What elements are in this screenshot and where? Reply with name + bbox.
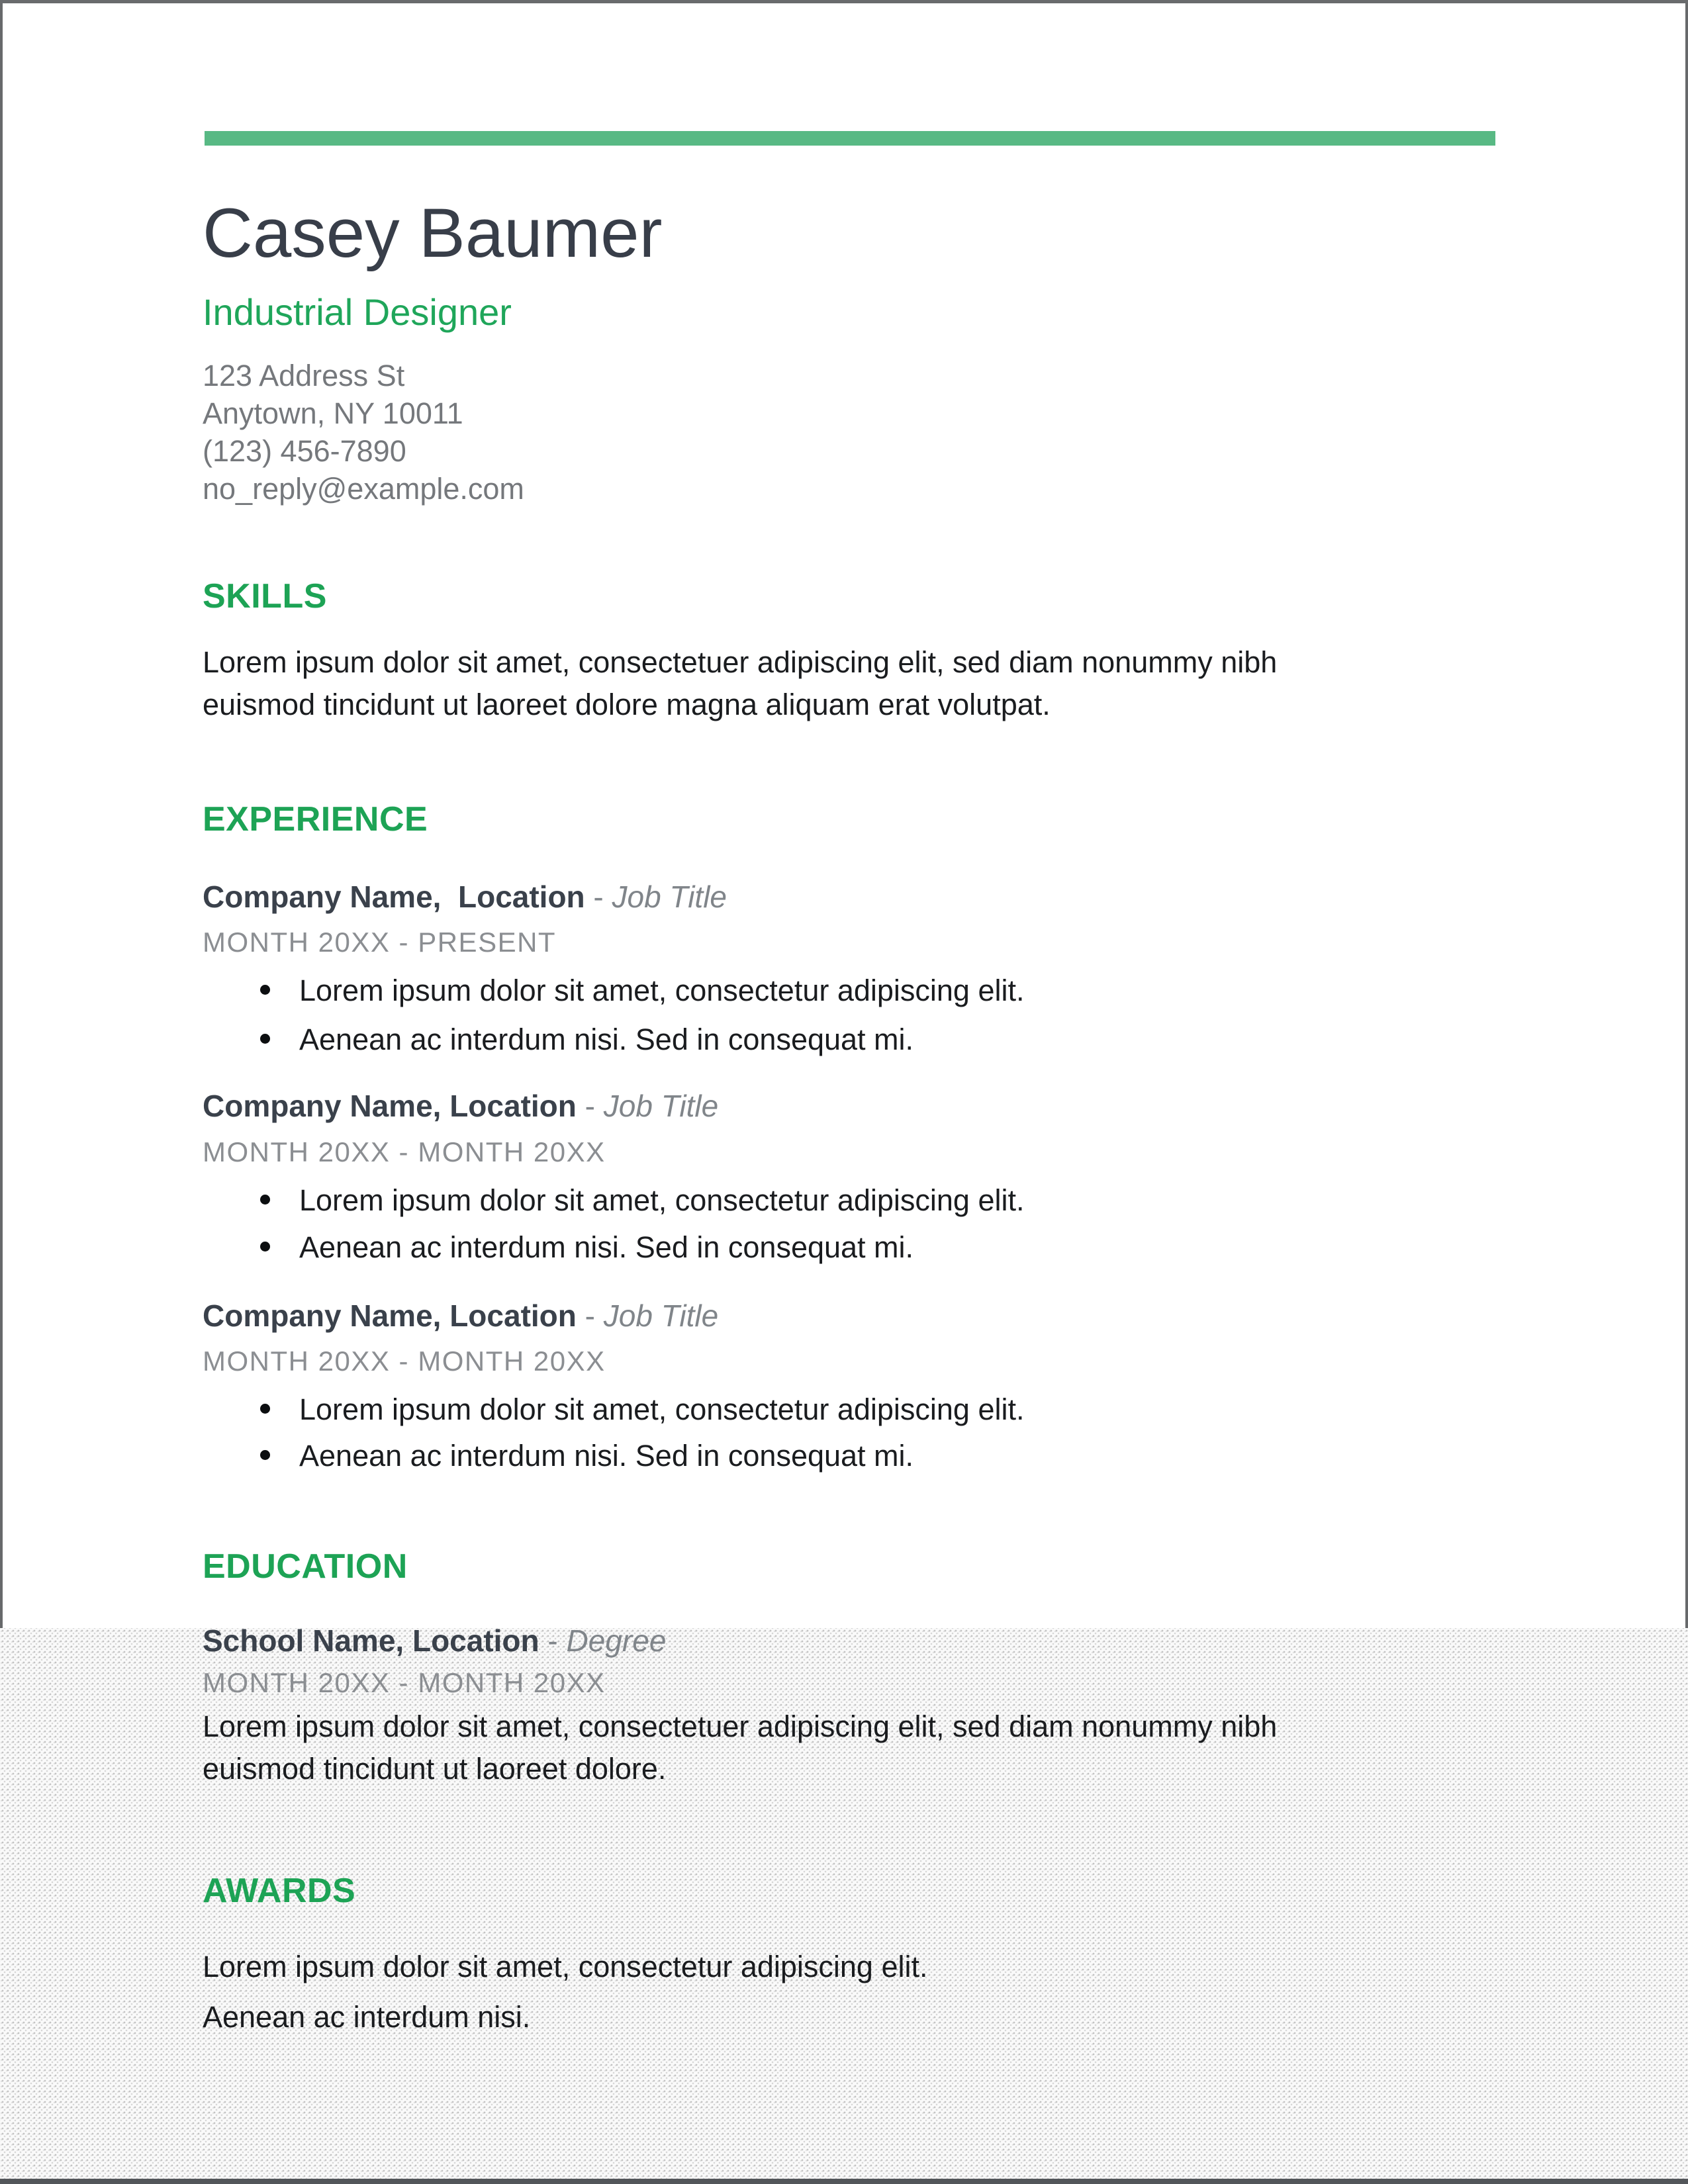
bullet-item (258, 1021, 1449, 1058)
address-line: 123 Address St (203, 359, 405, 392)
entry-dates: MONTH 20XX - MONTH 20XX (203, 1345, 606, 1377)
bullet-item (258, 1229, 1449, 1266)
title-separator: - (585, 880, 612, 914)
contact-block (203, 357, 524, 508)
page-border-top (0, 0, 1688, 3)
title-separator: - (539, 1623, 567, 1658)
degree: Degree (566, 1623, 667, 1658)
job-subtitle: Industrial Designer (203, 291, 512, 333)
section-heading-skills: SKILLS (203, 577, 327, 615)
bullet-text: Aenean ac interdum nisi. Sed in consequat mi. (299, 1023, 914, 1056)
company-name: Company Name, Location (203, 1298, 577, 1333)
bullet-text: Lorem ipsum dolor sit amet, consectetur adipiscing elit. (299, 1392, 1025, 1426)
bullet-item (258, 1182, 1449, 1219)
awards-line: Aenean ac interdum nisi. (203, 2000, 531, 2034)
bullet-dot-icon (260, 1034, 270, 1044)
bullet-text: Lorem ipsum dolor sit amet, consectetur adipiscing elit. (299, 1183, 1025, 1217)
job-title: Job Title (603, 1089, 719, 1123)
page-bottom-edge-bar (0, 2179, 1688, 2184)
address-line: Anytown, NY 10011 (203, 396, 463, 430)
bullet-text: Aenean ac interdum nisi. Sed in consequat mi. (299, 1230, 914, 1264)
company-name: Company Name, Location (203, 1089, 577, 1123)
bullet-item (258, 972, 1449, 1009)
awards-line: Lorem ipsum dolor sit amet, consectetur adipiscing elit. (203, 1950, 928, 1983)
section-heading-education: EDUCATION (203, 1547, 408, 1586)
page-border-left (0, 3, 3, 1628)
bullet-text: Lorem ipsum dolor sit amet, consectetur adipiscing elit. (299, 974, 1025, 1007)
experience-entry-title (203, 1087, 718, 1126)
title-separator: - (576, 1089, 604, 1123)
entry-dates: MONTH 20XX - PRESENT (203, 927, 557, 958)
bullet-dot-icon (260, 985, 270, 995)
company-name: Company Name, Location (203, 880, 585, 914)
entry-dates: MONTH 20XX - MONTH 20XX (203, 1136, 606, 1167)
person-name: Casey Baumer (203, 195, 663, 272)
accent-bar (205, 131, 1495, 146)
education-entry-title (203, 1622, 666, 1661)
email-line: no_reply@example.com (203, 472, 524, 506)
bullet-dot-icon (260, 1195, 270, 1205)
page-border-right (1685, 3, 1688, 1628)
experience-entry-title (203, 878, 727, 917)
skills-paragraph: Lorem ipsum dolor sit amet, consectetuer adipiscing elit, sed diam nonummy nibh euismod tincidunt ut laoreet dolore magna aliquam erat volutpat. (203, 645, 1278, 721)
bullet-item (258, 1391, 1449, 1428)
phone-line: (123) 456-7890 (203, 434, 406, 468)
section-heading-experience: EXPERIENCE (203, 800, 428, 839)
title-separator: - (576, 1298, 604, 1333)
education-dates: MONTH 20XX - MONTH 20XX (203, 1667, 606, 1698)
education-paragraph: Lorem ipsum dolor sit amet, consectetuer adipiscing elit, sed diam nonummy nibh euismod tincidunt ut laoreet dolore. (203, 1709, 1278, 1786)
job-title: Job Title (612, 880, 727, 914)
bullet-item (258, 1437, 1449, 1475)
bullet-text: Aenean ac interdum nisi. Sed in consequat mi. (299, 1439, 914, 1473)
bullet-dot-icon (260, 1404, 270, 1414)
school-name: School Name, Location (203, 1623, 539, 1658)
experience-entry-title (203, 1297, 718, 1336)
bullet-dot-icon (260, 1450, 270, 1460)
bullet-dot-icon (260, 1242, 270, 1251)
section-heading-awards: AWARDS (203, 1872, 356, 1910)
job-title: Job Title (603, 1298, 719, 1333)
